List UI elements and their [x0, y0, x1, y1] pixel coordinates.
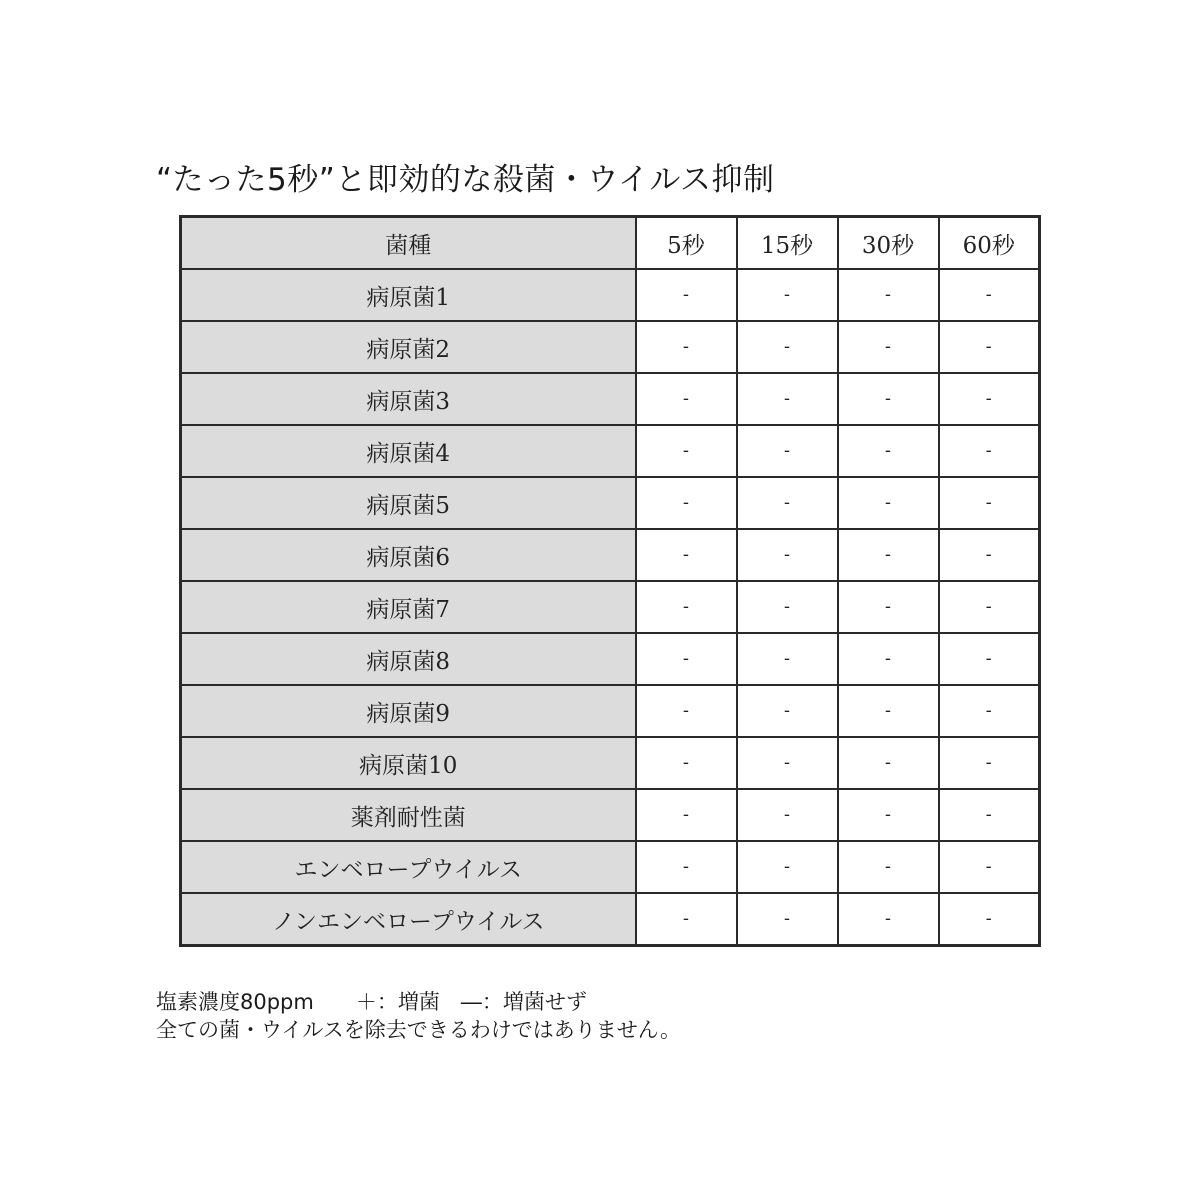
result-cell: - [838, 321, 939, 373]
result-cell: - [939, 633, 1040, 685]
result-cell: - [939, 321, 1040, 373]
result-cell: - [737, 789, 838, 841]
species-name-cell: 病原菌4 [181, 425, 636, 477]
result-cell: - [737, 529, 838, 581]
result-cell: - [939, 841, 1040, 893]
species-name-cell: ノンエンベロープウイルス [181, 893, 636, 946]
species-name-cell: 病原菌7 [181, 581, 636, 633]
table-row [181, 269, 1040, 321]
species-name-cell: 病原菌10 [181, 737, 636, 789]
species-name-cell: 病原菌6 [181, 529, 636, 581]
result-cell: - [636, 685, 737, 737]
species-name-cell: 病原菌3 [181, 373, 636, 425]
result-cell: - [636, 893, 737, 946]
result-cell: - [636, 269, 737, 321]
result-cell: - [838, 425, 939, 477]
column-header-30s: 30秒 [838, 217, 939, 270]
result-cell: - [939, 529, 1040, 581]
result-cell: - [737, 321, 838, 373]
result-cell: - [939, 269, 1040, 321]
result-cell: - [636, 789, 737, 841]
result-cell: - [838, 633, 939, 685]
column-header-15s: 15秒 [737, 217, 838, 270]
table-row [181, 425, 1040, 477]
result-cell: - [737, 633, 838, 685]
result-cell: - [838, 841, 939, 893]
result-cell: - [939, 581, 1040, 633]
result-cell: - [737, 893, 838, 946]
table-row [181, 529, 1040, 581]
species-name-cell: 病原菌9 [181, 685, 636, 737]
table-row [181, 893, 1040, 946]
result-cell: - [636, 841, 737, 893]
result-cell: - [939, 893, 1040, 946]
table-row [181, 373, 1040, 425]
result-cell: - [636, 581, 737, 633]
table-row [181, 737, 1040, 789]
result-cell: - [636, 477, 737, 529]
result-cell: - [737, 841, 838, 893]
result-cell: - [737, 373, 838, 425]
table-row [181, 321, 1040, 373]
species-name-cell: エンベロープウイルス [181, 841, 636, 893]
result-cell: - [838, 789, 939, 841]
table-row [181, 685, 1040, 737]
result-cell: - [838, 685, 939, 737]
column-header-5s: 5秒 [636, 217, 737, 270]
result-cell: - [838, 373, 939, 425]
result-cell: - [737, 425, 838, 477]
table-row [181, 789, 1040, 841]
result-cell: - [636, 425, 737, 477]
result-cell: - [939, 373, 1040, 425]
species-name-cell: 病原菌5 [181, 477, 636, 529]
result-cell: - [636, 737, 737, 789]
result-cell: - [939, 477, 1040, 529]
species-name-cell: 病原菌2 [181, 321, 636, 373]
result-cell: - [939, 737, 1040, 789]
result-cell: - [939, 685, 1040, 737]
table-body [181, 269, 1040, 946]
result-cell: - [737, 737, 838, 789]
footnote-legend: 塩素濃度80ppm ＋：増菌 ―：増菌せず [156, 990, 587, 1014]
species-name-cell: 病原菌1 [181, 269, 636, 321]
table-row [181, 633, 1040, 685]
result-cell: - [838, 893, 939, 946]
species-name-cell: 病原菌8 [181, 633, 636, 685]
table-row [181, 581, 1040, 633]
table-header-row [181, 217, 1040, 270]
table-row [181, 841, 1040, 893]
result-cell: - [838, 737, 939, 789]
species-name-cell: 薬剤耐性菌 [181, 789, 636, 841]
result-cell: - [838, 581, 939, 633]
result-cell: - [737, 269, 838, 321]
result-cell: - [636, 373, 737, 425]
result-cell: - [838, 529, 939, 581]
page-title: “たった5秒”と即効的な殺菌・ウイルス抑制 [156, 162, 775, 198]
result-cell: - [838, 477, 939, 529]
result-cell: - [737, 685, 838, 737]
result-cell: - [737, 581, 838, 633]
result-cell: - [737, 477, 838, 529]
result-cell: - [636, 321, 737, 373]
results-table [179, 215, 1041, 947]
result-cell: - [636, 633, 737, 685]
column-header-60s: 60秒 [939, 217, 1040, 270]
column-header-species: 菌種 [181, 217, 636, 270]
result-cell: - [838, 269, 939, 321]
table-row [181, 477, 1040, 529]
result-cell: - [939, 789, 1040, 841]
footnote-disclaimer: 全ての菌・ウイルスを除去できるわけではありません。 [156, 1018, 681, 1042]
result-cell: - [939, 425, 1040, 477]
result-cell: - [636, 529, 737, 581]
